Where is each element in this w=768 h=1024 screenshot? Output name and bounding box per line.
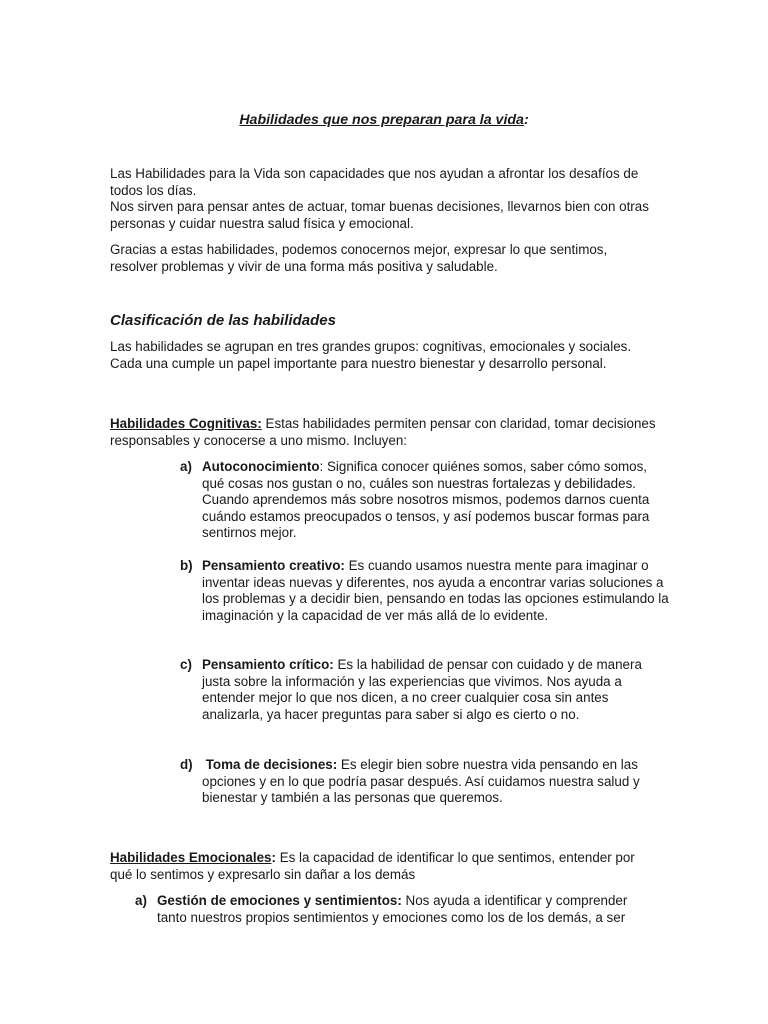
list-marker: b): [180, 558, 193, 573]
item-term: Toma de decisiones:: [202, 757, 338, 772]
list-marker: c): [180, 657, 192, 672]
list-marker: d): [180, 757, 193, 772]
emotional-item-gestion-emociones: [135, 893, 657, 926]
item-text: Nos ayuda a identificar y comprender tanto nuestros propios sentimientos y emociones como los de los demás, a ser: [157, 893, 628, 925]
cognitive-heading: Habilidades Cognitivas:: [110, 416, 262, 431]
intro-paragraph-1: [110, 166, 658, 232]
intro-line-b: Nos sirven para pensar antes de actuar, tomar buenas decisiones, llevarnos bien con otras personas y cuidar nuestra salud física y emocional.: [110, 199, 649, 231]
cognitive-item-toma-de-decisiones: [180, 757, 672, 807]
item-term: Pensamiento creativo:: [202, 558, 345, 573]
document-title-text: Habilidades que nos preparan para la vida: [239, 112, 524, 128]
document-title: [0, 112, 768, 128]
list-marker: a): [180, 459, 192, 474]
item-text: : Significa conocer quiénes somos, saber cómo somos, qué cosas nos gustan o no, cuáles son nuestras fortalezas y debilidades. Cuando aprendemos más sobre nosotros mismos, podemos darnos cuenta cuándo estamos preocupados o tensos, y así podemos buscar formas para sentirnos mejor.: [202, 459, 650, 541]
item-text: Es elegir bien sobre nuestra vida pensando en las opciones y en lo que podría pasar después. Así cuidamos nuestra salud y bienestar y también a las personas que queremos.: [202, 757, 640, 806]
list-marker: a): [135, 893, 147, 908]
emotional-heading: Habilidades Emocionales: [110, 850, 272, 865]
classification-text: Las habilidades se agrupan en tres grandes grupos: cognitivas, emocionales y sociales. Cada una cumple un papel importante para nuestro bienestar y desarrollo personal.: [110, 339, 632, 371]
item-term: Pensamiento crítico:: [202, 657, 334, 672]
emotional-text: Es la capacidad de identificar lo que sentimos, entender por qué lo sentimos y expresarlo sin dañar a los demás: [110, 850, 635, 882]
item-text: Es cuando usamos nuestra mente para imaginar o inventar ideas nuevas y diferentes, nos ayuda a encontrar varias soluciones a los problemas y a decidir bien, pensando en todas las opciones estimulando la imaginación y la capacidad de ver más allá de lo evidente.: [202, 558, 669, 623]
item-term: Autoconocimiento: [202, 459, 320, 474]
item-text: Es la habilidad de pensar con cuidado y de manera justa sobre la información y las experiencias que vivimos. Nos ayuda a entender mejor lo que nos dicen, a no creer cualquier cosa sin antes analizarla, ya hacer preguntas para saber si algo es cierto o no.: [202, 657, 642, 722]
cognitive-text: Estas habilidades permiten pensar con claridad, tomar decisiones responsables y conocerse a uno mismo. Incluyen:: [110, 416, 656, 448]
classification-heading: Clasificación de las habilidades: [110, 312, 336, 329]
cognitive-item-pensamiento-creativo: [180, 558, 672, 624]
item-term: Gestión de emociones y sentimientos:: [157, 893, 402, 908]
document-title-colon: :: [523, 112, 529, 128]
intro-paragraph-2: Gracias a estas habilidades, podemos conocernos mejor, expresar lo que sentimos, resolver problemas y vivir de una forma más positiva y saludable.: [110, 242, 608, 274]
cognitive-item-autoconocimiento: [180, 459, 672, 542]
emotional-heading-colon: :: [271, 850, 276, 865]
cognitive-intro: [110, 416, 658, 449]
emotional-intro: [110, 850, 658, 883]
intro-line-a: Las Habilidades para la Vida son capacidades que nos ayudan a afrontar los desafíos de todos los días.: [110, 166, 639, 198]
cognitive-item-pensamiento-critico: [180, 657, 672, 723]
